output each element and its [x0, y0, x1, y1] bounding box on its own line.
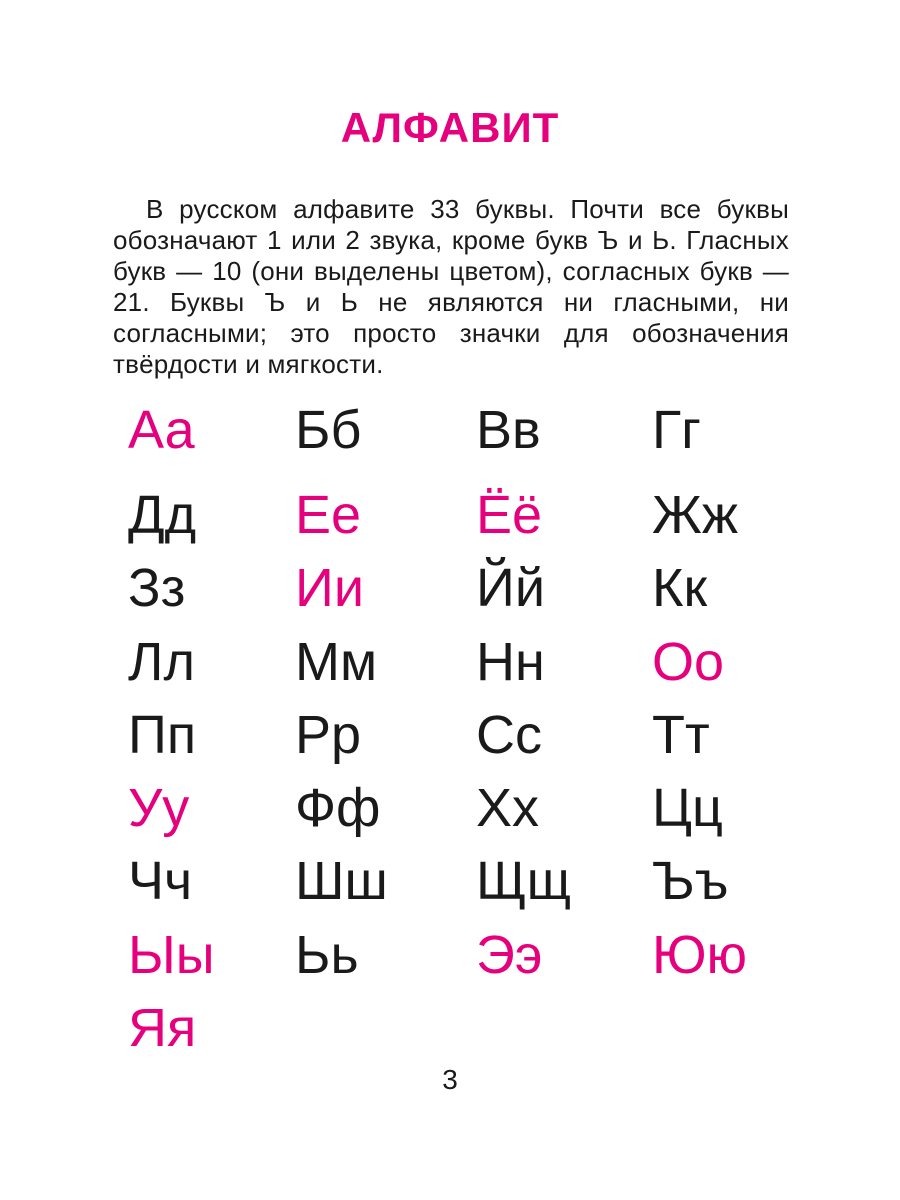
letter-pair: Ьь — [295, 925, 359, 985]
letter-pair: Шш — [295, 851, 388, 911]
letter-pair: Кк — [652, 558, 708, 618]
letter-pair: Щщ — [476, 851, 572, 911]
letter-pair: Аа — [128, 400, 195, 460]
letter-pair: Вв — [476, 400, 541, 460]
letter-pair: Нн — [476, 632, 545, 692]
letter-pair: Оо — [652, 632, 725, 692]
letter-pair: Жж — [652, 485, 738, 545]
letter-pair: Гг — [652, 400, 701, 460]
letter-pair: Пп — [128, 705, 197, 765]
letter-pair: Ээ — [476, 925, 543, 985]
letter-pair: Йй — [476, 558, 545, 618]
letter-pair: Лл — [128, 632, 195, 692]
letter-pair: Бб — [295, 400, 362, 460]
letter-pair: Зз — [128, 558, 186, 618]
letter-pair: Ёё — [476, 485, 543, 545]
letter-pair: Сс — [476, 705, 542, 765]
letter-pair: Ыы — [128, 925, 215, 985]
letter-pair: Мм — [295, 632, 378, 692]
letter-pair: Фф — [295, 778, 381, 838]
letter-pair: Ъъ — [652, 851, 729, 911]
letter-pair: Юю — [652, 925, 748, 985]
intro-paragraph: В русском алфавите 33 буквы. Почти все буквы обозначают 1 или 2 звука, кроме букв Ъ и Ь. Гласных букв — 10 (они выделены цветом), согласных букв — 21. Буквы Ъ и Ь не являются ни гласными, ни согласными; это просто значки для обозначения твёрдости и мягкости. — [113, 194, 789, 379]
page-number: 3 — [442, 1064, 458, 1095]
letter-pair: Рр — [295, 705, 362, 765]
letter-pair: Хх — [476, 778, 540, 838]
letter-pair: Чч — [128, 851, 193, 911]
letter-pair: Уу — [128, 778, 190, 838]
page-title: АЛФАВИТ — [340, 104, 560, 151]
letter-pair: Дд — [128, 485, 197, 545]
letter-pair: Ее — [295, 485, 362, 545]
letter-pair: Ии — [295, 558, 364, 618]
letter-pair: Цц — [652, 778, 723, 838]
letter-pair: Яя — [128, 998, 197, 1058]
letter-pair: Тт — [652, 705, 710, 765]
